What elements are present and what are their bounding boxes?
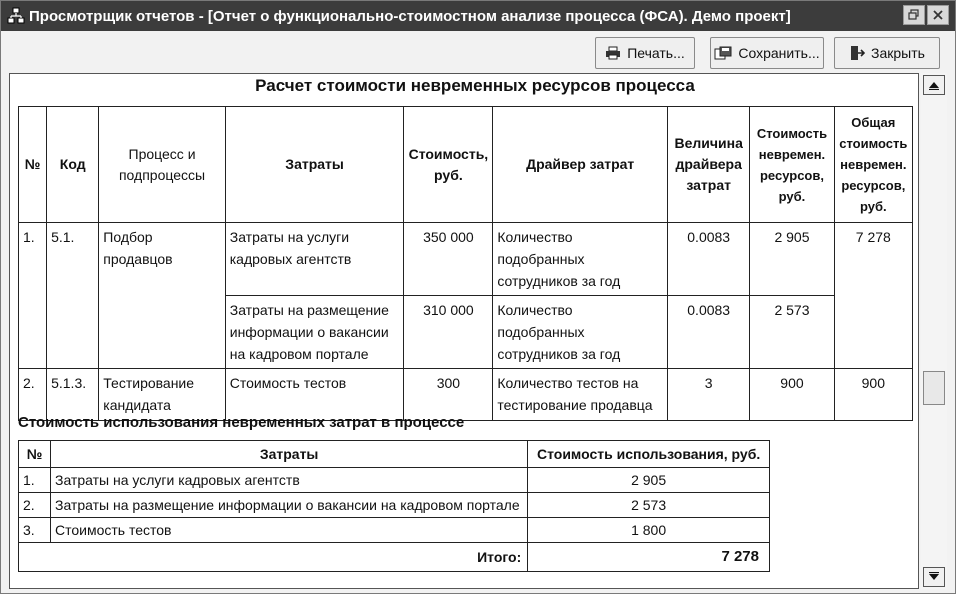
row-driver-value: 0.0083 bbox=[668, 223, 750, 296]
save-icon bbox=[714, 46, 732, 60]
row-num: 1. bbox=[19, 223, 47, 369]
row-driver-value: 0.0083 bbox=[668, 296, 750, 369]
row-process: Тестирование кандидата bbox=[99, 369, 225, 421]
row-num: 3. bbox=[19, 518, 51, 543]
header-driver: Драйвер затрат bbox=[493, 107, 668, 223]
close-window-button[interactable] bbox=[927, 5, 949, 25]
toolbar bbox=[1, 31, 955, 73]
scroll-down-button[interactable] bbox=[923, 567, 945, 587]
printer-icon bbox=[605, 46, 621, 60]
row-num: 2. bbox=[19, 493, 51, 518]
table-row bbox=[19, 369, 913, 421]
header-costs: Затраты bbox=[50, 441, 527, 468]
app-hierarchy-icon bbox=[5, 5, 27, 27]
arrow-up-icon bbox=[928, 80, 940, 90]
row-res-cost: 900 bbox=[750, 369, 834, 421]
table-header-row bbox=[19, 441, 770, 468]
close-label: Закрыть bbox=[871, 45, 925, 61]
close-button[interactable] bbox=[834, 37, 940, 69]
row-value: 1 800 bbox=[528, 518, 770, 543]
row-value: 2 905 bbox=[528, 468, 770, 493]
row-process: Подбор продавцов bbox=[99, 223, 225, 369]
print-button[interactable] bbox=[595, 37, 695, 69]
scroll-up-button[interactable] bbox=[923, 75, 945, 95]
print-label: Печать... bbox=[627, 45, 685, 61]
header-process: Процесс и подпроцессы bbox=[99, 107, 225, 223]
row-res-cost: 2 573 bbox=[750, 296, 834, 369]
row-code: 5.1. bbox=[47, 223, 99, 369]
report-content bbox=[9, 73, 919, 589]
report-title: Расчет стоимости невременных ресурсов процесса bbox=[255, 76, 695, 95]
window-title: Просмотрщик отчетов - [Отчет о функционально-стоимостном анализе процесса (ФСА). Демо проект] bbox=[29, 7, 791, 25]
header-num: № bbox=[19, 441, 51, 468]
row-cost-name: Затраты на размещение информации о вакансии на кадровом портале bbox=[225, 296, 404, 369]
scroll-thumb[interactable] bbox=[923, 371, 945, 405]
header-cost-rub: Стоимость, руб. bbox=[404, 107, 493, 223]
total-label: Итого: bbox=[19, 543, 528, 572]
row-name: Затраты на размещение информации о вакансии на кадровом портале bbox=[50, 493, 527, 518]
total-value: 7 278 bbox=[528, 543, 770, 572]
vertical-scrollbar[interactable] bbox=[921, 73, 947, 589]
header-code: Код bbox=[47, 107, 99, 223]
row-cost-name: Стоимость тестов bbox=[225, 369, 404, 421]
row-cost-name: Затраты на услуги кадровых агентств bbox=[225, 223, 404, 296]
table-row bbox=[19, 468, 770, 493]
row-driver: Количество подобранных сотрудников за год bbox=[493, 296, 668, 369]
row-code: 5.1.3. bbox=[47, 369, 99, 421]
row-cost: 350 000 bbox=[404, 223, 493, 296]
header-usage-cost: Стоимость использования, руб. bbox=[528, 441, 770, 468]
close-icon bbox=[932, 9, 944, 21]
header-costs: Затраты bbox=[225, 107, 404, 223]
resource-cost-table bbox=[18, 106, 913, 421]
row-cost: 310 000 bbox=[404, 296, 493, 369]
row-driver: Количество тестов на тестирование продавца bbox=[493, 369, 668, 421]
row-name: Стоимость тестов bbox=[50, 518, 527, 543]
header-num: № bbox=[19, 107, 47, 223]
row-num: 1. bbox=[19, 468, 51, 493]
table-row bbox=[19, 493, 770, 518]
row-total: 7 278 bbox=[834, 223, 912, 369]
header-driver-value: Величина драйвера затрат bbox=[668, 107, 750, 223]
table-row bbox=[19, 223, 913, 296]
header-total-res-cost: Общая стоимость невремен. ресурсов, руб. bbox=[834, 107, 912, 223]
row-name: Затраты на услуги кадровых агентств bbox=[50, 468, 527, 493]
save-label: Сохранить... bbox=[738, 45, 820, 61]
row-num: 2. bbox=[19, 369, 47, 421]
restore-icon bbox=[908, 9, 920, 21]
exit-door-icon bbox=[849, 45, 865, 61]
total-row bbox=[19, 543, 770, 572]
row-value: 2 573 bbox=[528, 493, 770, 518]
row-res-cost: 2 905 bbox=[750, 223, 834, 296]
save-button[interactable] bbox=[710, 37, 824, 69]
restore-button[interactable] bbox=[903, 5, 925, 25]
title-bar bbox=[1, 1, 955, 31]
table-header-row bbox=[19, 107, 913, 223]
row-total: 900 bbox=[834, 369, 912, 421]
header-res-cost: Стоимость невремен. ресурсов, руб. bbox=[750, 107, 834, 223]
usage-subtitle: Стоимость использования невременных затрат в процессе bbox=[18, 414, 465, 431]
arrow-down-icon bbox=[928, 572, 940, 582]
row-driver-value: 3 bbox=[668, 369, 750, 421]
row-cost: 300 bbox=[404, 369, 493, 421]
table-row bbox=[19, 518, 770, 543]
row-driver: Количество подобранных сотрудников за год bbox=[493, 223, 668, 296]
usage-cost-table bbox=[18, 440, 770, 572]
